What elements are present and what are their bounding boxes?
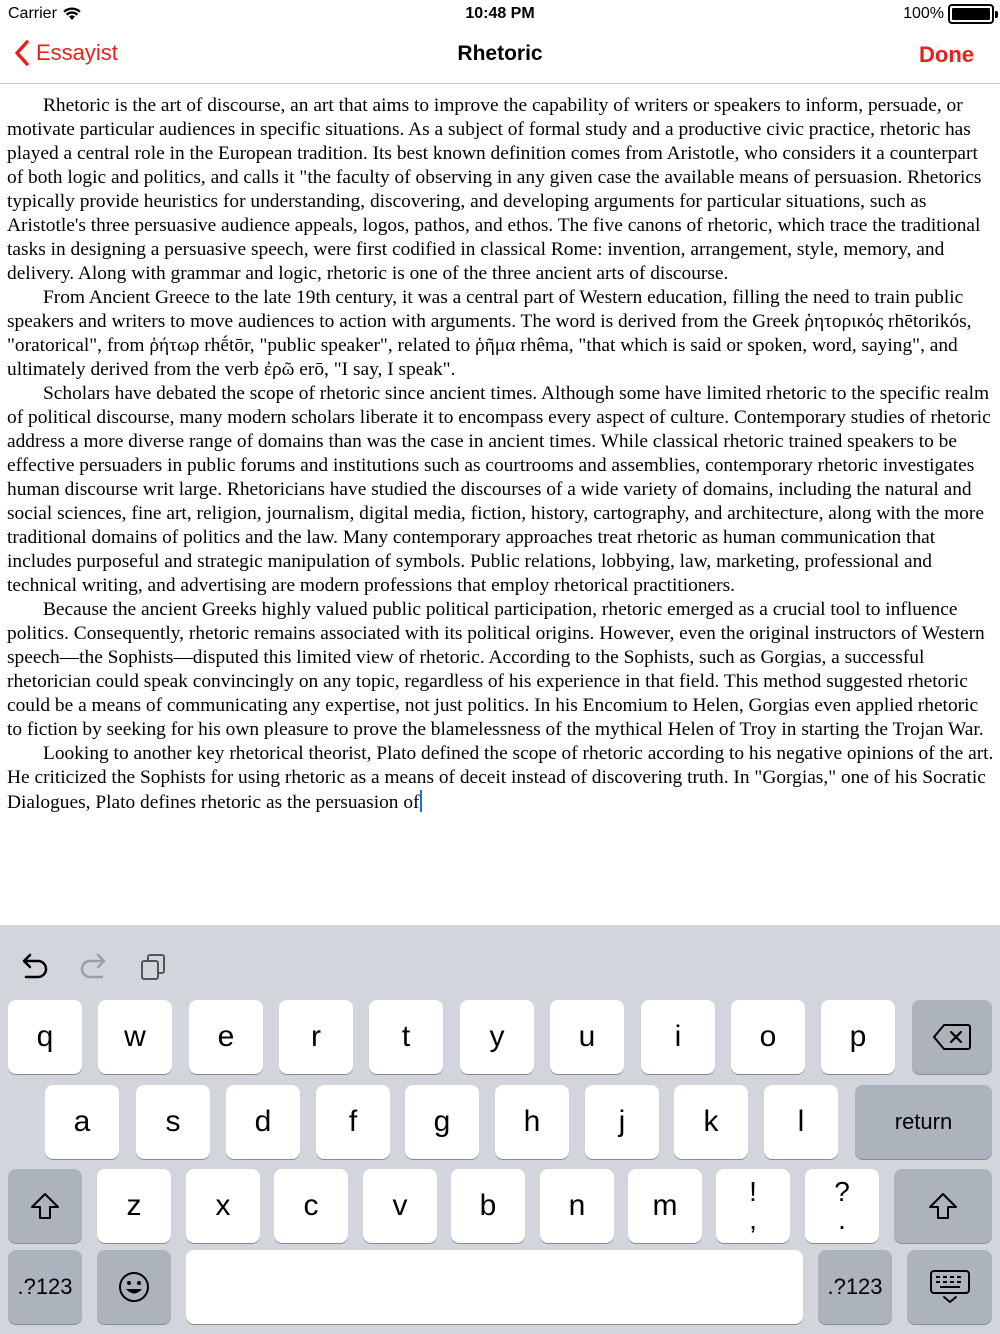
key-q[interactable]: q <box>8 1000 82 1074</box>
key-m[interactable]: m <box>628 1169 702 1243</box>
shortcut-bar <box>0 925 1000 997</box>
carrier-label: Carrier <box>8 5 57 22</box>
key-g[interactable]: g <box>405 1085 479 1159</box>
hide-keyboard-key[interactable] <box>907 1250 992 1324</box>
shift-key-left[interactable] <box>8 1169 82 1243</box>
paragraph: Rhetoric is the art of discourse, an art that aims to improve the capability of writers or speakers to inform, persuade, or motivate particular audiences in specific situations. As a subject of formal study and a productive civic practice, rhetoric has played a central role in the European tradition. Its best known definition comes from Aristotle, who considers it a counterpart of both logic and politics, and calls it "the faculty of observing in any given case the available means of persuasion. Rhetorics typically provide heuristics for understanding, discovering, and developing arguments for particular situations, such as Aristotle's three persuasive audience appeals, logos, pathos, and ethos. The five canons of rhetoric, which trace the traditional tasks in designing a persuasive speech, were first codified in classical Rome: invention, arrangement, style, memory, and delivery. Along with grammar and logic, rhetoric is one of the three ancient arts of discourse. <box>7 95 982 284</box>
shift-icon <box>927 1190 959 1222</box>
key-exclamation-comma[interactable] <box>716 1169 790 1243</box>
key-l[interactable]: l <box>764 1085 838 1159</box>
undo-button[interactable] <box>16 949 52 985</box>
key-j[interactable]: j <box>585 1085 659 1159</box>
backspace-icon <box>932 1023 972 1051</box>
battery-icon <box>948 4 994 24</box>
paragraph-text: Looking to another key rhetorical theorist, Plato defined the scope of rhetoric according to his negative opinions of the art. He criticized the Sophists for using rhetoric as a means of deceit instead of discovering truth. In "Gorgias," one of his Socratic Dialogues, Plato defines rhetoric as the persuasion of <box>7 743 994 813</box>
key-t[interactable]: t <box>369 1000 443 1074</box>
key-c[interactable]: c <box>274 1169 348 1243</box>
redo-button[interactable] <box>76 949 112 985</box>
paste-button[interactable] <box>136 949 172 985</box>
key-x[interactable]: x <box>186 1169 260 1243</box>
status-bar <box>0 0 1000 28</box>
key-a[interactable]: a <box>45 1085 119 1159</box>
emoji-icon <box>117 1270 151 1304</box>
battery-status <box>903 4 994 24</box>
done-button[interactable]: Done <box>919 42 974 67</box>
key-p[interactable]: p <box>821 1000 895 1074</box>
shift-icon <box>29 1190 61 1222</box>
key-question-period[interactable] <box>805 1169 879 1243</box>
key-o[interactable]: o <box>731 1000 805 1074</box>
key-v[interactable]: v <box>363 1169 437 1243</box>
space-bar[interactable] <box>186 1250 803 1324</box>
back-label: Essayist <box>36 40 118 65</box>
navigation-bar <box>0 28 1000 84</box>
text-caret <box>420 790 422 812</box>
key-i[interactable]: i <box>641 1000 715 1074</box>
key-y[interactable]: y <box>460 1000 534 1074</box>
paragraph: Scholars have debated the scope of rhetoric since ancient times. Although some have limited rhetoric to the specific realm of political discourse, many modern scholars liberate it to encompass every aspect of culture. Contemporary studies of rhetoric address a more diverse range of domains than was the case in ancient times. While classical rhetoric trained speakers to be effective persuaders in public forums and institutions such as courtrooms and assemblies, contemporary rhetoric investigates human discourse writ large. Rhetoricians have studied the discourses of a wide variety of domains, including the natural and social sciences, fine art, religion, journalism, digital media, fiction, history, cartography, and architecture, along with the more traditional domains of politics and the law. Many contemporary approaches treat rhetoric as human communication that includes purposeful and strategic manipulation of symbols. Public relations, lobbying, law, marketing, professional and technical writing, and advertising are modern professions that employ rhetorical practitioners. <box>7 383 991 596</box>
key-n[interactable]: n <box>540 1169 614 1243</box>
paragraph-last <box>7 742 995 815</box>
paste-icon <box>136 949 172 985</box>
keyboard <box>0 925 1000 1334</box>
emoji-key[interactable] <box>97 1250 171 1324</box>
backspace-key[interactable] <box>912 1000 992 1074</box>
paragraph: Because the ancient Greeks highly valued public political participation, rhetoric emerged as a crucial tool to influence politics. Consequently, rhetoric remains associated with its political origins. However, even the original instructors of Western speech—the Sophists—disputed this limited view of rhetoric. According to the Sophists, such as Gorgias, a successful rhetorician could speak convincingly on any topic, regardless of his experience in that field. This method suggested rhetoric could be a means of communicating any expertise, not just politics. In his Encomium to Helen, Gorgias even applied rhetoric to fiction by seeking for his own pleasure to prove the blamelessness of the mythical Helen of Troy in starting the Trojan War. <box>7 599 985 740</box>
key-z[interactable]: z <box>97 1169 171 1243</box>
key-r[interactable]: r <box>279 1000 353 1074</box>
return-key[interactable]: return <box>855 1085 992 1159</box>
key-u[interactable]: u <box>550 1000 624 1074</box>
key-d[interactable]: d <box>226 1085 300 1159</box>
redo-icon <box>76 949 112 985</box>
key-e[interactable]: e <box>189 1000 263 1074</box>
numbers-key-right[interactable]: .?123 <box>818 1250 892 1324</box>
key-h[interactable]: h <box>495 1085 569 1159</box>
key-w[interactable]: w <box>98 1000 172 1074</box>
document-text-area[interactable] <box>7 94 995 924</box>
key-s[interactable]: s <box>136 1085 210 1159</box>
key-top-char: ! <box>749 1176 757 1207</box>
key-b[interactable]: b <box>451 1169 525 1243</box>
battery-percent: 100% <box>903 5 944 22</box>
clock: 10:48 PM <box>465 5 535 22</box>
undo-icon <box>16 949 52 985</box>
key-top-char: ? <box>834 1176 850 1207</box>
key-bottom-char: . <box>838 1204 846 1235</box>
key-bottom-char: , <box>749 1204 757 1235</box>
numbers-key-left[interactable]: .?123 <box>8 1250 82 1324</box>
page-title: Rhetoric <box>457 42 543 65</box>
key-k[interactable]: k <box>674 1085 748 1159</box>
key-f[interactable]: f <box>316 1085 390 1159</box>
paragraph: From Ancient Greece to the late 19th century, it was a central part of Western education, filling the need to train public speakers and writers to move audiences to action with arguments. The word is derived from the Greek ῥητορικός rhētorikós, "oratorical", from ῥήτωρ rhḗtōr, "public speaker", related to ῥῆμα rhêma, "that which is said or spoken, word, saying", and ultimately derived from the verb ἐρῶ erō, "I say, I speak". <box>7 287 972 380</box>
keyboard-dismiss-icon <box>928 1269 972 1305</box>
shift-key-right[interactable] <box>894 1169 992 1243</box>
